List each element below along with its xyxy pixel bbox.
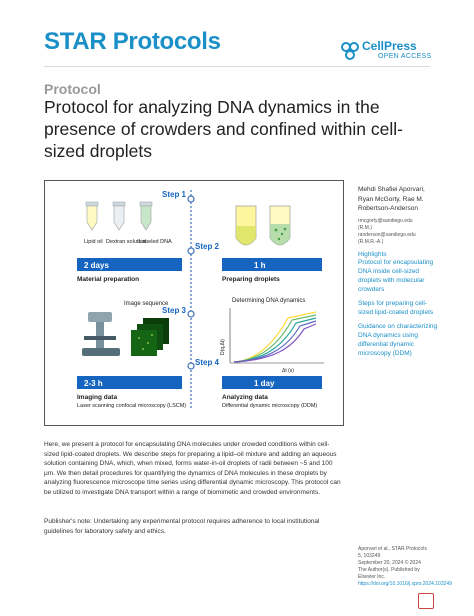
step-4-label: Step 4 xyxy=(195,358,220,367)
tube-icon xyxy=(140,202,152,230)
header-divider xyxy=(44,66,430,67)
droplet-tubes-illustration xyxy=(236,206,290,245)
duration-badge xyxy=(222,258,322,271)
graphical-abstract xyxy=(44,180,344,426)
image-sequence-stack xyxy=(131,318,169,356)
tubes-illustration xyxy=(86,202,152,230)
article-title: Protocol for analyzing DNA dynamics in the presence of crowders and confined within cell-sized droplets xyxy=(44,97,403,161)
panel-caption: Material preparation xyxy=(77,276,140,283)
citation-line: Elsevier Inc. xyxy=(358,574,386,580)
plot-ylabel: D(q,Δt) xyxy=(220,339,226,355)
duration-label: 1 h xyxy=(254,261,266,270)
citation-line: The Author(s). Published by xyxy=(358,567,420,573)
panel-subcaption: Differential dynamic microscopy (DDM) xyxy=(222,403,318,409)
article-type: Protocol xyxy=(44,81,101,97)
image-sequence-label: Image sequence xyxy=(124,301,169,307)
microscope-icon xyxy=(82,312,120,356)
tube-icon xyxy=(86,202,98,230)
tube-label: Labeled DNA xyxy=(139,239,172,245)
panel-caption: Preparing droplets xyxy=(222,276,280,283)
cellpress-logo-icon xyxy=(340,41,360,61)
email-owner: (R.M.R.-A.) xyxy=(358,238,384,245)
timeline-dot xyxy=(188,196,194,202)
plot-title: Determining DNA dynamics xyxy=(232,298,306,304)
email-owner: (R.M.) xyxy=(358,224,372,231)
step-1-label: Step 1 xyxy=(162,190,187,199)
open-access-label: OPEN ACCESS xyxy=(378,53,432,60)
timeline-dot xyxy=(188,311,194,317)
step-2-label: Step 2 xyxy=(195,242,220,251)
panel-caption: Imaging data xyxy=(77,394,118,401)
citation-line: Aporvari et al., STAR Protocols xyxy=(358,546,427,552)
abstract: Here, we present a protocol for encapsulating DNA molecules under crowded conditions within cell-sized lipid-coated droplets. We describe steps for preparing a lipid–oil mixture and adding an aqueous solution containing DNA, which, when mixed, forms water-in-oil droplets of radii between ~5 and 100 μm. We then detail procedures for quantifying the dynamics of DNA molecules in these droplets by analyzing fluorescence microscope time series using differential dynamic microscopy. This protocol can be utilized to investigate DNA transport within a range of biomimetic and crowded environments. xyxy=(44,441,341,496)
duration-label: 2 days xyxy=(84,261,109,270)
tube-label: Dextran solution xyxy=(106,239,146,245)
plot-xlabel: Δt (s) xyxy=(282,368,294,374)
highlights-heading: Highlights xyxy=(358,250,387,258)
tube-icon xyxy=(113,202,125,230)
journal-title: STAR Protocols xyxy=(44,28,221,55)
ddm-plot xyxy=(230,308,324,363)
highlight-item: Protocol for encapsulating DNA inside cell-sized droplets with molecular crowders xyxy=(358,258,434,293)
timeline-dot xyxy=(188,248,194,254)
citation-block xyxy=(358,546,452,588)
tube-label: Lipid oil xyxy=(84,239,103,245)
step-3-label: Step 3 xyxy=(162,306,187,315)
duration-label: 1 day xyxy=(254,379,275,388)
citation-line: September 20, 2024 © 2024 xyxy=(358,560,421,566)
citation-line: 5, 103249 xyxy=(358,553,381,559)
email-link[interactable]: rmcgorty@sandiego.edu xyxy=(358,217,413,224)
correspondence xyxy=(358,218,438,246)
publisher-name: CellPress xyxy=(362,39,417,53)
email-link[interactable]: randerson@sandiego.edu xyxy=(358,231,416,238)
panel-caption: Analyzing data xyxy=(222,394,268,401)
author-list: Mehdi Shafiei Aporvari, Ryan McGorty, Rae M. Robertson-Anderson xyxy=(358,186,425,212)
doi-link[interactable]: https://doi.org/10.1016/j.xpro.2024.103249 xyxy=(358,581,452,587)
cellpress-logo[interactable] xyxy=(340,40,432,62)
publisher-note: Publisher's note: Undertaking any experimental protocol requires adherence to local institutional guidelines for laboratory safety and ethics. xyxy=(44,518,320,535)
sidebar xyxy=(358,185,438,363)
highlight-item: Steps for preparing cell-sized lipid-coated droplets xyxy=(358,299,434,316)
timeline-dot xyxy=(188,363,194,369)
highlight-item: Guidance on characterizing DNA dynamics using differential dynamic microscopy (DDM) xyxy=(358,322,438,357)
pdf-icon[interactable] xyxy=(418,593,434,609)
panel-subcaption: Laser scanning confocal microscopy (LSCM) xyxy=(77,403,187,409)
duration-label: 2-3 h xyxy=(84,379,103,388)
